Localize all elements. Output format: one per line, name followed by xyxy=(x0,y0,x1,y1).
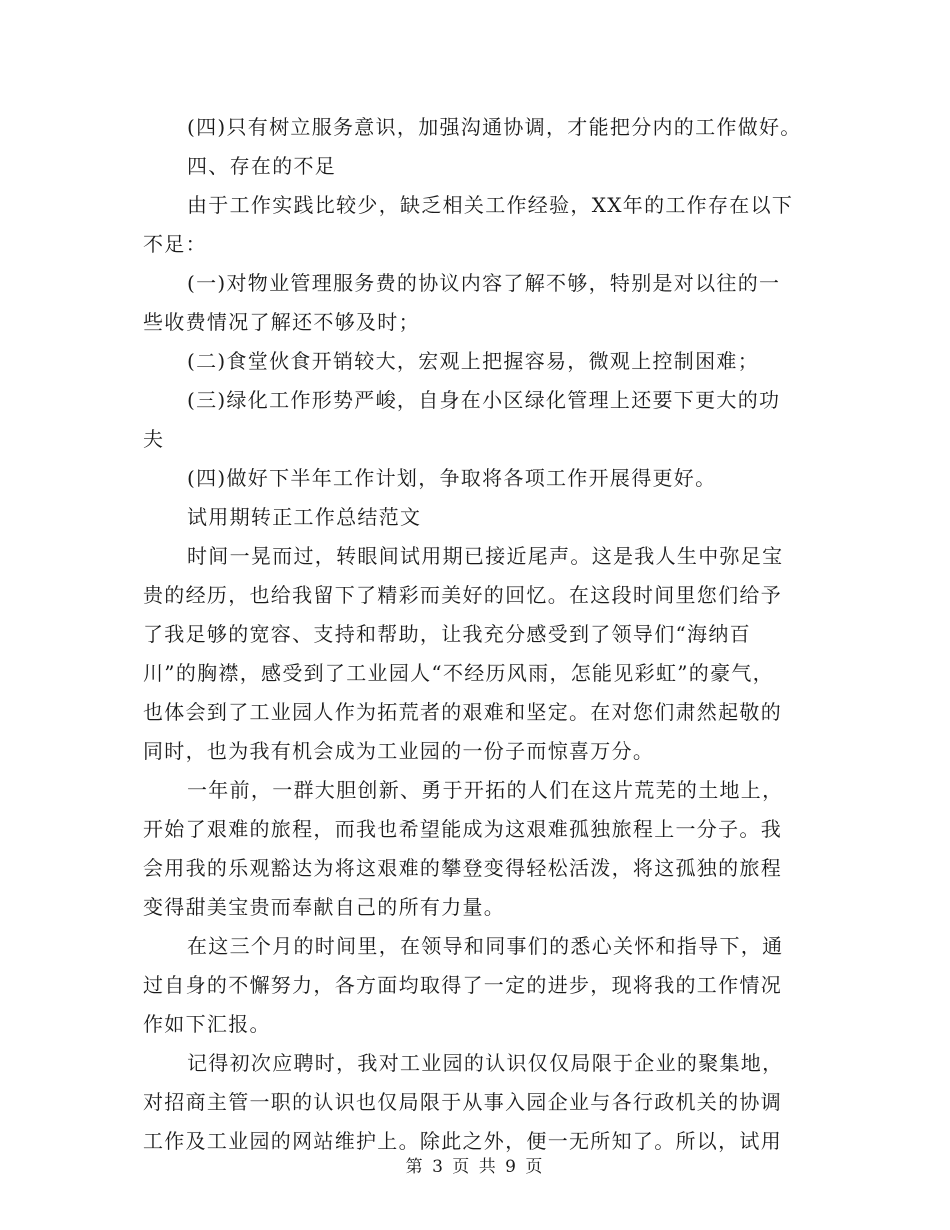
section-heading: 四、存在的不足 xyxy=(187,154,337,178)
text-line: (三)绿化工作形势严峻，自身在小区绿化管理上还要下更大的功 xyxy=(187,388,781,412)
text-line: (四)只有树立服务意识，加强沟通协调，才能把分内的工作做好。 xyxy=(187,115,802,139)
text-line: 记得初次应聘时，我对工业园的认识仅仅局限于企业的聚集地， xyxy=(187,1051,784,1075)
article-title: 试用期转正工作总结范文 xyxy=(187,505,422,529)
text-line: 作如下汇报。 xyxy=(143,1012,271,1036)
text-line: (一)对物业管理服务费的协议内容了解不够，特别是对以往的一 xyxy=(187,271,781,295)
page-number-footer: 第 3 页 共 9 页 xyxy=(405,1157,545,1177)
text-line: 开始了艰难的旅程，而我也希望能成为这艰难孤独旅程上一分子。我 xyxy=(143,817,782,841)
text-line: 变得甜美宝贵而奉献自己的所有力量。 xyxy=(143,895,506,919)
text-line: 些收费情况了解还不够及时； xyxy=(143,310,420,334)
text-line: 会用我的乐观豁达为将这艰难的攀登变得轻松活泼，将这孤独的旅程 xyxy=(143,856,782,880)
text-line: 工作及工业园的网站维护上。除此之外，便一无所知了。所以，试用 xyxy=(143,1129,782,1153)
text-line: 对招商主管一职的认识也仅局限于从事入园企业与各行政机关的协调 xyxy=(143,1090,782,1114)
text-line: 也体会到了工业园人作为拓荒者的艰难和坚定。在对您们肃然起敬的 xyxy=(143,700,782,724)
text-line: 过自身的不懈努力，各方面均取得了一定的进步，现将我的工作情况 xyxy=(143,973,782,997)
text-line: 在这三个月的时间里，在领导和同事们的悉心关怀和指导下，通 xyxy=(187,934,784,958)
text-line: 夫 xyxy=(143,427,165,451)
text-line: (二)食堂伙食开销较大，宏观上把握容易，微观上控制困难； xyxy=(187,349,760,373)
text-line: 不足： xyxy=(143,232,207,256)
body-text xyxy=(143,108,805,1161)
text-line: 贵的经历，也给我留下了精彩而美好的回忆。在这段时间里您们给予 xyxy=(143,583,782,607)
text-line: 了我足够的宽容、支持和帮助，让我充分感受到了领导们“海纳百 xyxy=(143,622,751,646)
text-line: 川”的胸襟，感受到了工业园人“不经历风雨，怎能见彩虹”的豪气， xyxy=(143,661,774,685)
text-line: 由于工作实践比较少，缺乏相关工作经验，XX年的工作存在以下 xyxy=(187,193,794,217)
text-line: (四)做好下半年工作计划，争取将各项工作开展得更好。 xyxy=(187,466,717,490)
text-line: 同时，也为我有机会成为工业园的一份子而惊喜万分。 xyxy=(143,739,655,763)
text-line: 时间一晃而过，转眼间试用期已接近尾声。这是我人生中弥足宝 xyxy=(187,544,784,568)
text-line: 一年前，一群大胆创新、勇于开拓的人们在这片荒芜的土地上， xyxy=(187,778,784,802)
